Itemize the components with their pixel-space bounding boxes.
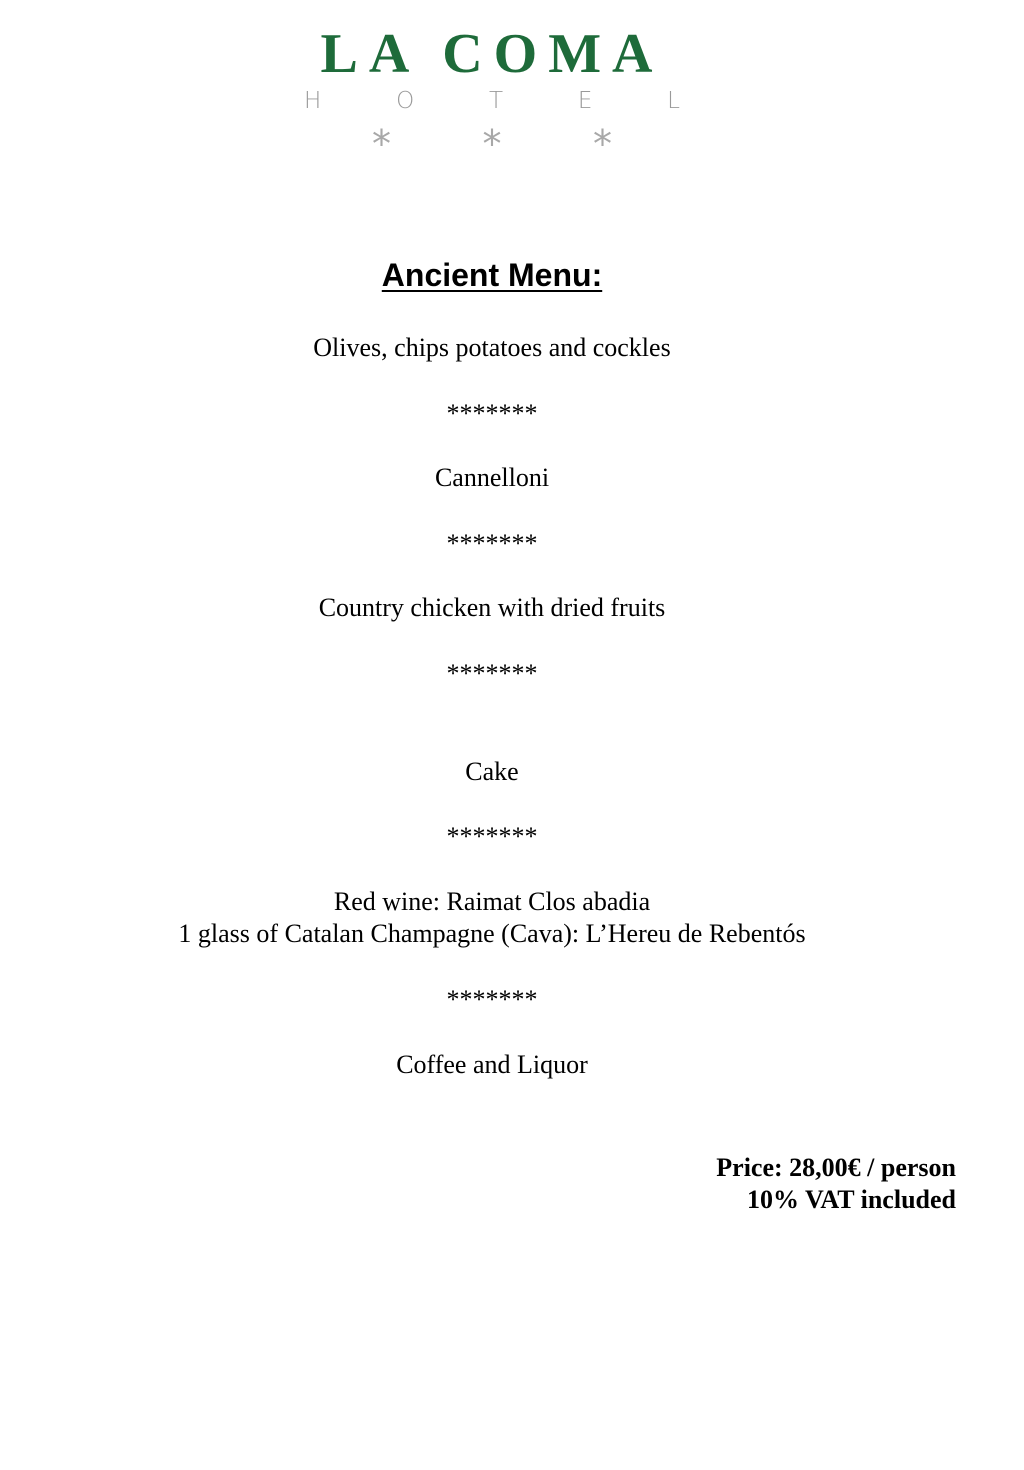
hotel-logo — [0, 0, 1024, 170]
star-icon: * — [593, 122, 612, 166]
logo-subtitle-letter: H — [304, 88, 322, 114]
logo-subtitle — [304, 86, 680, 116]
logo-subtitle-letter: E — [577, 88, 593, 114]
menu-item-first-course: Cannelloni — [434, 463, 550, 492]
menu-item-starter: Olives, chips potatoes and cockles — [313, 333, 671, 362]
menu-separator: ******* — [446, 659, 538, 688]
star-icon: * — [482, 122, 502, 166]
logo-subtitle-letter: O — [396, 88, 415, 114]
star-icon: * — [372, 122, 391, 166]
menu-item-coffee: Coffee and Liquor — [396, 1050, 588, 1079]
logo-stars — [372, 124, 612, 164]
logo-subtitle-letter: T — [488, 88, 504, 114]
logo-title: LA COMA — [320, 23, 664, 85]
menu-item-cava: 1 glass of Catalan Champagne (Cava): L’Hereu de Rebentós — [178, 919, 806, 948]
price-line: Price: 28,00€ / person — [716, 1153, 956, 1182]
menu-item-main-course: Country chicken with dried fruits — [318, 593, 666, 622]
menu-separator: ******* — [446, 985, 538, 1014]
vat-note: 10% VAT included — [746, 1185, 956, 1214]
menu-separator: ******* — [446, 822, 538, 851]
menu-separator: ******* — [446, 399, 538, 428]
price-block — [716, 1152, 956, 1216]
menu-item-wine: Red wine: Raimat Clos abadia — [333, 887, 651, 916]
logo-subtitle-letter: L — [667, 88, 680, 114]
menu-title: Ancient Menu: — [381, 257, 603, 293]
menu-separator: ******* — [446, 529, 538, 558]
menu-item-dessert: Cake — [465, 757, 519, 786]
